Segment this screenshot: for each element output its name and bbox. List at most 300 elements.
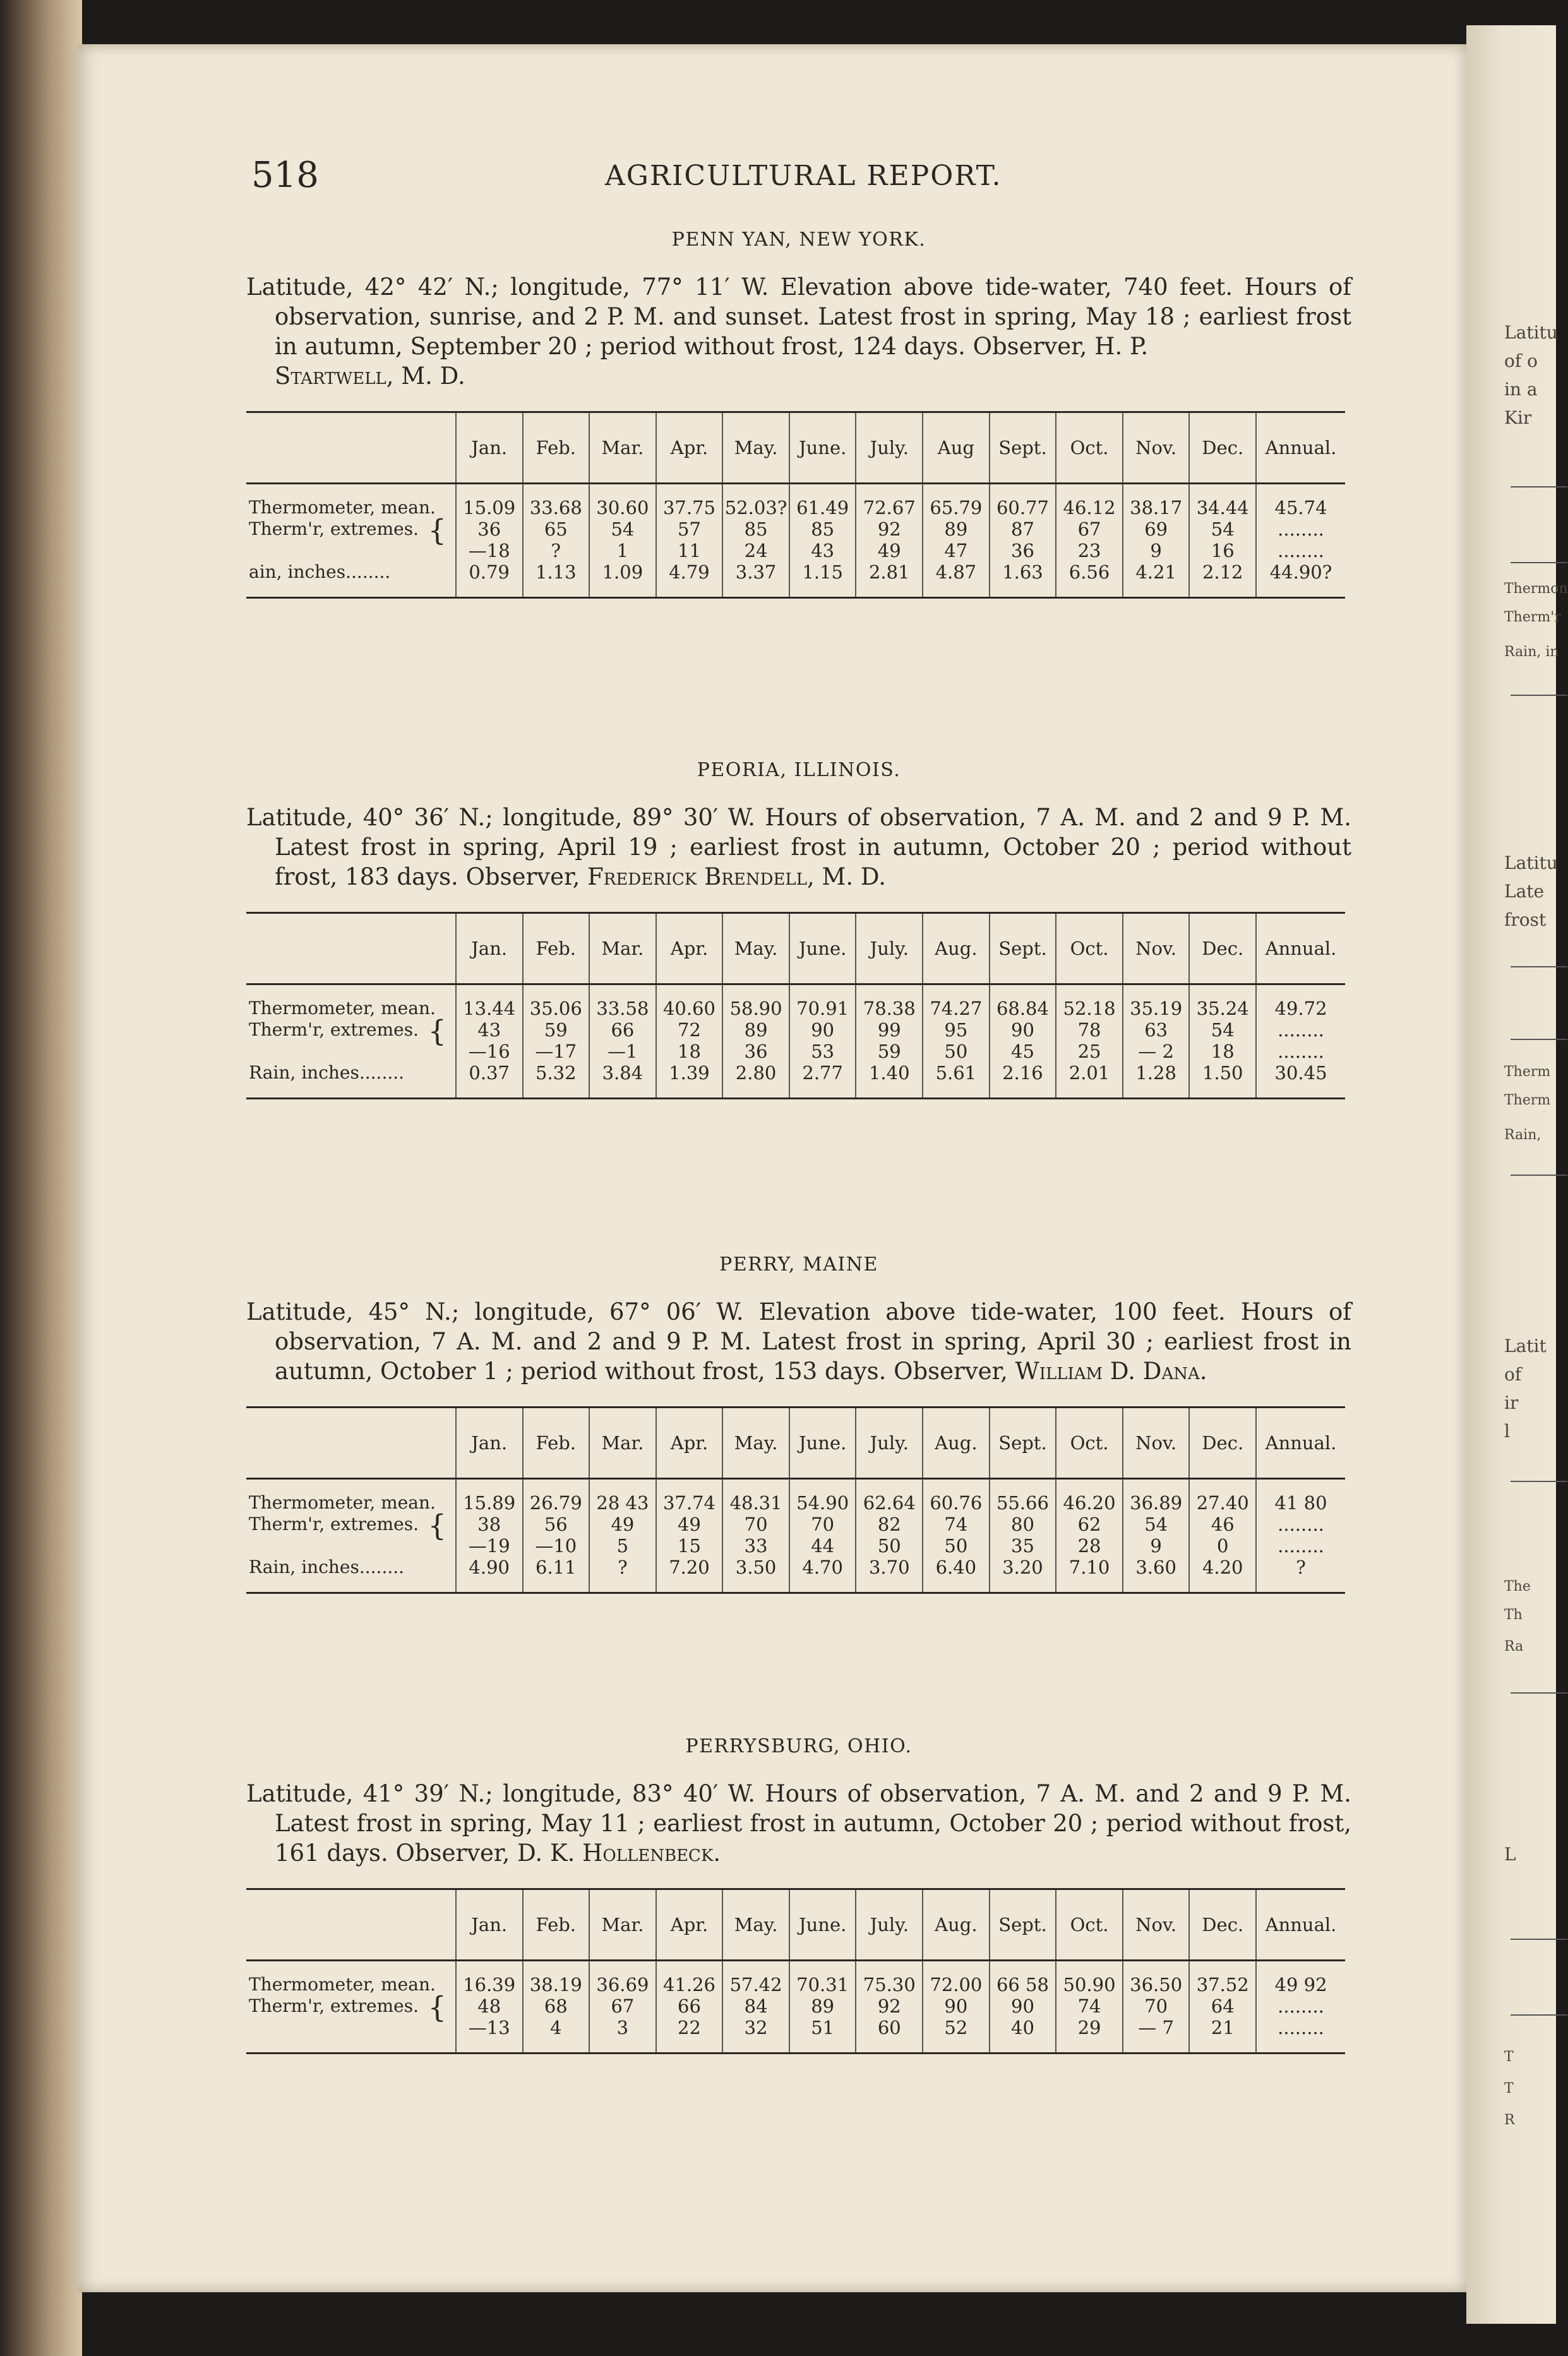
table-cell: 41.26 xyxy=(656,1961,723,1996)
station-desc-text: Latitude, 42° 42′ N.; longitude, 77° 11′ W. Elevation above tide-water, 740 feet. Hours of observation, sunrise, and 2 P. M. and sunset. Latest frost in spring, May 18 ; earliest frost in autumn, September 20 ; period without frost, 124 days. Observer, H. P. xyxy=(246,273,1351,360)
table-cell: 18 xyxy=(656,1041,723,1062)
adjacent-rule xyxy=(1511,562,1567,563)
table-cell: 16 xyxy=(1189,540,1256,561)
table-row xyxy=(246,518,1345,540)
table-cell: 3.37 xyxy=(722,561,789,598)
table-cell: ........ xyxy=(1256,540,1345,561)
column-header: Nov. xyxy=(1123,1889,1190,1961)
column-header: Oct. xyxy=(1056,1889,1123,1961)
table-cell: 25 xyxy=(1056,1041,1123,1062)
table-cell: 92 xyxy=(856,518,923,540)
table-cell: 15.89 xyxy=(456,1479,523,1514)
column-header: May. xyxy=(722,1889,789,1961)
table-cell: 85 xyxy=(789,518,856,540)
adjacent-rule xyxy=(1511,486,1567,487)
column-header: Jan. xyxy=(456,412,523,484)
station-section xyxy=(246,1735,1351,2054)
table-cell: 4.20 xyxy=(1189,1557,1256,1593)
adjacent-fragment: L xyxy=(1504,1844,1516,1865)
table-cell: —16 xyxy=(456,1041,523,1062)
column-header: Sept. xyxy=(990,913,1056,984)
table-cell: 38 xyxy=(456,1514,523,1535)
table-cell: —10 xyxy=(523,1535,590,1557)
table-cell: 44 xyxy=(789,1535,856,1557)
table-row xyxy=(246,1557,1345,1593)
table-cell: 33.58 xyxy=(589,984,656,1020)
table-cell: 3.70 xyxy=(856,1557,923,1593)
column-header: Feb. xyxy=(523,1889,590,1961)
row-label xyxy=(246,1557,456,1593)
table-cell: 9 xyxy=(1123,540,1190,561)
row-label-text: Thermometer, mean. xyxy=(249,1974,436,1995)
table-cell: 89 xyxy=(722,1019,789,1041)
table-cell: 60.76 xyxy=(923,1479,990,1514)
table-cell: 44.90? xyxy=(1256,561,1345,598)
table-cell: 54.90 xyxy=(789,1479,856,1514)
table-cell: 59 xyxy=(523,1019,590,1041)
adjacent-fragment: frost xyxy=(1504,909,1547,930)
adjacent-page-edge xyxy=(1466,25,1568,2324)
column-header: June. xyxy=(789,1889,856,1961)
column-header: Mar. xyxy=(589,913,656,984)
table-cell: 59 xyxy=(856,1041,923,1062)
table-row xyxy=(246,484,1345,519)
table-row xyxy=(246,1535,1345,1557)
table-cell: 70 xyxy=(722,1514,789,1535)
table-row xyxy=(246,1995,1345,2017)
row-label-text: Thermometer, mean. xyxy=(249,1492,436,1513)
table-cell: 3 xyxy=(589,2017,656,2054)
table-cell: 45.74 xyxy=(1256,484,1345,519)
table-cell: 61.49 xyxy=(789,484,856,519)
table-cell: 49 92 xyxy=(1256,1961,1345,1996)
station-desc-text: Latitude, 41° 39′ N.; longitude, 83° 40′ W. Hours of observation, 7 A. M. and 2 and 9 P. M. Latest frost in spring, May 11 ; earliest frost in autumn, October 20 ; period without frost, 161 days. Observer, D. K. xyxy=(246,1780,1351,1867)
table-cell: ........ xyxy=(1256,1041,1345,1062)
table-cell: 1.40 xyxy=(856,1062,923,1099)
table-cell: 90 xyxy=(990,1995,1056,2017)
table-cell: 66 xyxy=(589,1019,656,1041)
brace-icon: { xyxy=(418,1990,446,2024)
page-header xyxy=(251,155,1350,199)
table-cell: 38.19 xyxy=(523,1961,590,1996)
table-row xyxy=(246,984,1345,1020)
adjacent-fragment: R xyxy=(1504,2112,1515,2128)
table-cell: 6.11 xyxy=(523,1557,590,1593)
table-cell: 1.13 xyxy=(523,561,590,598)
table-cell: 90 xyxy=(990,1019,1056,1041)
adjacent-fragment: Latit xyxy=(1504,1336,1547,1356)
adjacent-fragment: Therm xyxy=(1504,1092,1551,1108)
table-cell: 4.90 xyxy=(456,1557,523,1593)
row-label-text: Therm'r, extremes. xyxy=(249,1995,419,2016)
adjacent-fragment: Rain, in xyxy=(1504,644,1559,660)
column-header: Dec. xyxy=(1189,1408,1256,1479)
table-cell: 3.20 xyxy=(990,1557,1056,1593)
weather-table xyxy=(246,1888,1345,2054)
table-cell: 40.60 xyxy=(656,984,723,1020)
station-observer: William D. Dana. xyxy=(1015,1358,1207,1385)
table-cell: 1.39 xyxy=(656,1062,723,1099)
table-cell: 65.79 xyxy=(923,484,990,519)
column-header: May. xyxy=(722,1408,789,1479)
table-cell: 43 xyxy=(789,540,856,561)
column-header: Dec. xyxy=(1189,412,1256,484)
table-cell: 54 xyxy=(589,518,656,540)
adjacent-rule xyxy=(1511,1175,1567,1176)
adjacent-fragment: Th xyxy=(1504,1607,1523,1623)
adjacent-rule xyxy=(1511,1039,1567,1040)
table-cell: 49 xyxy=(589,1514,656,1535)
table-cell: 60.77 xyxy=(990,484,1056,519)
table-cell: 90 xyxy=(789,1019,856,1041)
adjacent-fragment: in a xyxy=(1504,379,1538,400)
table-cell: 48.31 xyxy=(722,1479,789,1514)
column-header: Annual. xyxy=(1256,412,1345,484)
table-cell: 58.90 xyxy=(722,984,789,1020)
table-cell: 69 xyxy=(1123,518,1190,540)
table-row xyxy=(246,1961,1345,1996)
table-cell: 41 80 xyxy=(1256,1479,1345,1514)
table-cell: 50 xyxy=(856,1535,923,1557)
table-cell: 66 xyxy=(656,1995,723,2017)
table-cell: ? xyxy=(1256,1557,1345,1593)
table-cell: 90 xyxy=(923,1995,990,2017)
column-header: May. xyxy=(722,913,789,984)
table-cell: 5.61 xyxy=(923,1062,990,1099)
adjacent-rule xyxy=(1511,966,1567,967)
table-cell: —18 xyxy=(456,540,523,561)
table-cell: 36 xyxy=(990,540,1056,561)
table-cell: 3.50 xyxy=(722,1557,789,1593)
table-cell: 70.31 xyxy=(789,1961,856,1996)
column-header: Annual. xyxy=(1256,913,1345,984)
adjacent-fragment: Thermon xyxy=(1504,581,1568,597)
table-cell: ........ xyxy=(1256,1535,1345,1557)
column-header: Annual. xyxy=(1256,1889,1345,1961)
running-title: AGRICULTURAL REPORT. xyxy=(605,160,1002,192)
table-cell: 7.10 xyxy=(1056,1557,1123,1593)
station-description xyxy=(246,272,1351,391)
table-cell: 40 xyxy=(990,2017,1056,2054)
column-header: Aug. xyxy=(923,913,990,984)
table-cell: 68.84 xyxy=(990,984,1056,1020)
table-cell: 0.37 xyxy=(456,1062,523,1099)
adjacent-fragment: ir xyxy=(1504,1392,1519,1413)
row-label-header xyxy=(246,913,456,984)
table-cell: 64 xyxy=(1189,1995,1256,2017)
column-header: Aug. xyxy=(923,1408,990,1479)
table-cell: 45 xyxy=(990,1041,1056,1062)
table-row xyxy=(246,1479,1345,1514)
table-cell: 26.79 xyxy=(523,1479,590,1514)
table-cell: 68 xyxy=(523,1995,590,2017)
adjacent-fragment: T xyxy=(1504,2081,1514,2096)
column-header: Oct. xyxy=(1056,1408,1123,1479)
brace-icon: { xyxy=(418,513,446,547)
row-label xyxy=(246,1062,456,1099)
column-header: Apr. xyxy=(656,913,723,984)
table-row xyxy=(246,1062,1345,1099)
table-cell: 0.79 xyxy=(456,561,523,598)
table-cell: 34.44 xyxy=(1189,484,1256,519)
table-cell: 85 xyxy=(722,518,789,540)
table-row xyxy=(246,1019,1345,1041)
table-cell: 66 58 xyxy=(990,1961,1056,1996)
table-cell: 15 xyxy=(656,1535,723,1557)
table-cell: ........ xyxy=(1256,518,1345,540)
table-cell: ........ xyxy=(1256,1514,1345,1535)
table-cell: 21 xyxy=(1189,2017,1256,2054)
table-cell: 15.09 xyxy=(456,484,523,519)
table-cell: 72 xyxy=(656,1019,723,1041)
table-cell: 4.70 xyxy=(789,1557,856,1593)
table-cell: 57.42 xyxy=(722,1961,789,1996)
table-cell: 52 xyxy=(923,2017,990,2054)
adjacent-fragment: Rain, xyxy=(1504,1127,1541,1143)
table-row xyxy=(246,1041,1345,1062)
column-header: Nov. xyxy=(1123,1408,1190,1479)
column-header: Mar. xyxy=(589,412,656,484)
book-spine xyxy=(0,0,82,2356)
row-label-text: Therm'r, extremes. xyxy=(249,1019,419,1040)
table-cell: 30.60 xyxy=(589,484,656,519)
station-description xyxy=(246,803,1351,892)
table-cell: 3.84 xyxy=(589,1062,656,1099)
table-cell: 72.00 xyxy=(923,1961,990,1996)
table-cell: 54 xyxy=(1189,518,1256,540)
table-cell: 92 xyxy=(856,1995,923,2017)
table-cell: 46.12 xyxy=(1056,484,1123,519)
column-header: Oct. xyxy=(1056,412,1123,484)
table-cell: 37.74 xyxy=(656,1479,723,1514)
table-cell: ........ xyxy=(1256,2017,1345,2054)
table-cell: 95 xyxy=(923,1019,990,1041)
column-header: July. xyxy=(856,1889,923,1961)
column-header: Dec. xyxy=(1189,1889,1256,1961)
table-cell: 36.69 xyxy=(589,1961,656,1996)
table-row xyxy=(246,1514,1345,1535)
table-cell: 46 xyxy=(1189,1514,1256,1535)
station-title: PERRYSBURG, OHIO. xyxy=(685,1735,913,1757)
column-header: Annual. xyxy=(1256,1408,1345,1479)
station-section xyxy=(246,1253,1351,1594)
table-cell: 89 xyxy=(789,1995,856,2017)
table-cell: 16.39 xyxy=(456,1961,523,1996)
weather-table xyxy=(246,1406,1345,1594)
table-cell: —1 xyxy=(589,1041,656,1062)
table-cell: 6.40 xyxy=(923,1557,990,1593)
table-cell: 33.68 xyxy=(523,484,590,519)
table-row xyxy=(246,2017,1345,2054)
table-cell: 36 xyxy=(456,518,523,540)
adjacent-fragment: Therm'r xyxy=(1504,609,1561,625)
table-cell: 47 xyxy=(923,540,990,561)
table-cell: 70.91 xyxy=(789,984,856,1020)
table-cell: ........ xyxy=(1256,1995,1345,2017)
table-cell: 22 xyxy=(656,2017,723,2054)
table-cell: 46.20 xyxy=(1056,1479,1123,1514)
table-cell: 70 xyxy=(1123,1995,1190,2017)
table-cell: 72.67 xyxy=(856,484,923,519)
table-cell: — 7 xyxy=(1123,2017,1190,2054)
table-cell: 36 xyxy=(722,1041,789,1062)
row-label-text: Thermometer, mean. xyxy=(249,497,436,518)
table-cell: 2.01 xyxy=(1056,1062,1123,1099)
column-header: Nov. xyxy=(1123,412,1190,484)
table-cell: 50.90 xyxy=(1056,1961,1123,1996)
column-header: Feb. xyxy=(523,412,590,484)
row-label-text: ain, inches........ xyxy=(249,561,391,582)
table-cell: 1 xyxy=(589,540,656,561)
table-cell: 37.75 xyxy=(656,484,723,519)
table-cell: 99 xyxy=(856,1019,923,1041)
column-header: Jan. xyxy=(456,913,523,984)
station-description xyxy=(246,1297,1351,1386)
station-observer: Hollenbeck. xyxy=(582,1839,721,1867)
adjacent-fragment: Latitu xyxy=(1504,852,1558,873)
table-cell: 0 xyxy=(1189,1535,1256,1557)
table-cell: 29 xyxy=(1056,2017,1123,2054)
adjacent-rule xyxy=(1511,1692,1567,1694)
station-title: PEORIA, ILLINOIS. xyxy=(697,759,901,781)
table-cell: 52.18 xyxy=(1056,984,1123,1020)
table-cell: 2.80 xyxy=(722,1062,789,1099)
station-desc-text: Latitude, 45° N.; longitude, 67° 06′ W. Elevation above tide-water, 100 feet. Hours of observation, 7 A. M. and 2 and 9 P. M. Latest frost in spring, April 30 ; earliest frost in autumn, October 1 ; period without frost, 153 days. Observer, xyxy=(246,1298,1351,1385)
table-cell: 9 xyxy=(1123,1535,1190,1557)
column-header: Aug. xyxy=(923,1889,990,1961)
table-cell: 62.64 xyxy=(856,1479,923,1514)
table-cell: 2.16 xyxy=(990,1062,1056,1099)
table-cell: 53 xyxy=(789,1041,856,1062)
table-cell: 11 xyxy=(656,540,723,561)
adjacent-fragment: Ra xyxy=(1504,1639,1524,1654)
table-cell: 51 xyxy=(789,2017,856,2054)
column-header: Feb. xyxy=(523,1408,590,1479)
adjacent-rule xyxy=(1511,2014,1567,2016)
table-cell: 7.20 xyxy=(656,1557,723,1593)
table-cell: ........ xyxy=(1256,1019,1345,1041)
table-cell: 63 xyxy=(1123,1019,1190,1041)
table-cell: — 2 xyxy=(1123,1041,1190,1062)
weather-table xyxy=(246,411,1345,599)
table-cell: 49 xyxy=(656,1514,723,1535)
table-cell: 2.12 xyxy=(1189,561,1256,598)
table-row xyxy=(246,561,1345,598)
row-label-header xyxy=(246,1889,456,1961)
station-observer: Frederick Brendell, M. D. xyxy=(587,863,886,890)
table-cell: 54 xyxy=(1123,1514,1190,1535)
table-cell: 74 xyxy=(1056,1995,1123,2017)
adjacent-fragment: of xyxy=(1504,1364,1522,1385)
table-cell: 78.38 xyxy=(856,984,923,1020)
table-cell: 2.77 xyxy=(789,1062,856,1099)
table-cell: 70 xyxy=(789,1514,856,1535)
table-cell: 35.06 xyxy=(523,984,590,1020)
column-header: Oct. xyxy=(1056,913,1123,984)
row-label-header xyxy=(246,1408,456,1479)
table-cell: 82 xyxy=(856,1514,923,1535)
adjacent-fragment: The xyxy=(1504,1579,1531,1594)
weather-table xyxy=(246,912,1345,1099)
adjacent-fragment: of o xyxy=(1504,350,1538,371)
table-cell: 87 xyxy=(990,518,1056,540)
table-cell: 2.81 xyxy=(856,561,923,598)
adjacent-fragment: Therm xyxy=(1504,1064,1551,1080)
table-cell: 49.72 xyxy=(1256,984,1345,1020)
column-header: May. xyxy=(722,412,789,484)
table-cell: 35 xyxy=(990,1535,1056,1557)
column-header: Mar. xyxy=(589,1889,656,1961)
station-description xyxy=(246,1779,1351,1868)
adjacent-fragment: Latitu xyxy=(1504,322,1558,343)
table-cell: 38.17 xyxy=(1123,484,1190,519)
adjacent-rule xyxy=(1511,1939,1567,1940)
table-cell: 62 xyxy=(1056,1514,1123,1535)
column-header: July. xyxy=(856,913,923,984)
column-header: Sept. xyxy=(990,412,1056,484)
table-cell: 28 xyxy=(1056,1535,1123,1557)
row-label-text: Therm'r, extremes. xyxy=(249,518,419,539)
table-cell: 57 xyxy=(656,518,723,540)
column-header: Jan. xyxy=(456,1889,523,1961)
table-cell: —13 xyxy=(456,2017,523,2054)
row-label xyxy=(246,561,456,598)
adjacent-fragment: l xyxy=(1504,1421,1510,1442)
column-header: July. xyxy=(856,412,923,484)
table-cell: 50 xyxy=(923,1041,990,1062)
page-number: 518 xyxy=(251,155,319,196)
table-cell: 18 xyxy=(1189,1041,1256,1062)
column-header: Aug xyxy=(923,412,990,484)
row-label-text: Thermometer, mean. xyxy=(249,998,436,1019)
table-cell: 43 xyxy=(456,1019,523,1041)
table-cell: 35.24 xyxy=(1189,984,1256,1020)
adjacent-fragment: Late xyxy=(1504,881,1545,902)
table-cell: 67 xyxy=(589,1995,656,2017)
table-cell: 49 xyxy=(856,540,923,561)
brace-icon: { xyxy=(418,1508,446,1543)
row-label-header xyxy=(246,412,456,484)
column-header: Feb. xyxy=(523,913,590,984)
table-cell: 37.52 xyxy=(1189,1961,1256,1996)
column-header: Apr. xyxy=(656,1889,723,1961)
table-cell: 32 xyxy=(722,2017,789,2054)
table-cell: 1.63 xyxy=(990,561,1056,598)
table-cell: 78 xyxy=(1056,1019,1123,1041)
table-cell: 13.44 xyxy=(456,984,523,1020)
table-row xyxy=(246,540,1345,561)
table-cell: 52.03? xyxy=(722,484,789,519)
adjacent-fragment: T xyxy=(1504,2049,1514,2065)
station-title: PERRY, MAINE xyxy=(719,1253,878,1276)
table-cell: 36.89 xyxy=(1123,1479,1190,1514)
adjacent-fragment: Kir xyxy=(1504,407,1532,428)
station-observer: Startwell, M. D. xyxy=(275,362,465,390)
table-cell: 4 xyxy=(523,2017,590,2054)
table-cell: 67 xyxy=(1056,518,1123,540)
table-cell: 6.56 xyxy=(1056,561,1123,598)
row-label xyxy=(246,1990,456,2024)
table-cell: 35.19 xyxy=(1123,984,1190,1020)
table-cell: 28 43 xyxy=(589,1479,656,1514)
column-header: June. xyxy=(789,412,856,484)
table-cell: 4.87 xyxy=(923,561,990,598)
column-header: Dec. xyxy=(1189,913,1256,984)
row-label-text: Therm'r, extremes. xyxy=(249,1513,419,1534)
station-title: PENN YAN, NEW YORK. xyxy=(671,229,926,251)
table-cell: 56 xyxy=(523,1514,590,1535)
column-header: Nov. xyxy=(1123,913,1190,984)
